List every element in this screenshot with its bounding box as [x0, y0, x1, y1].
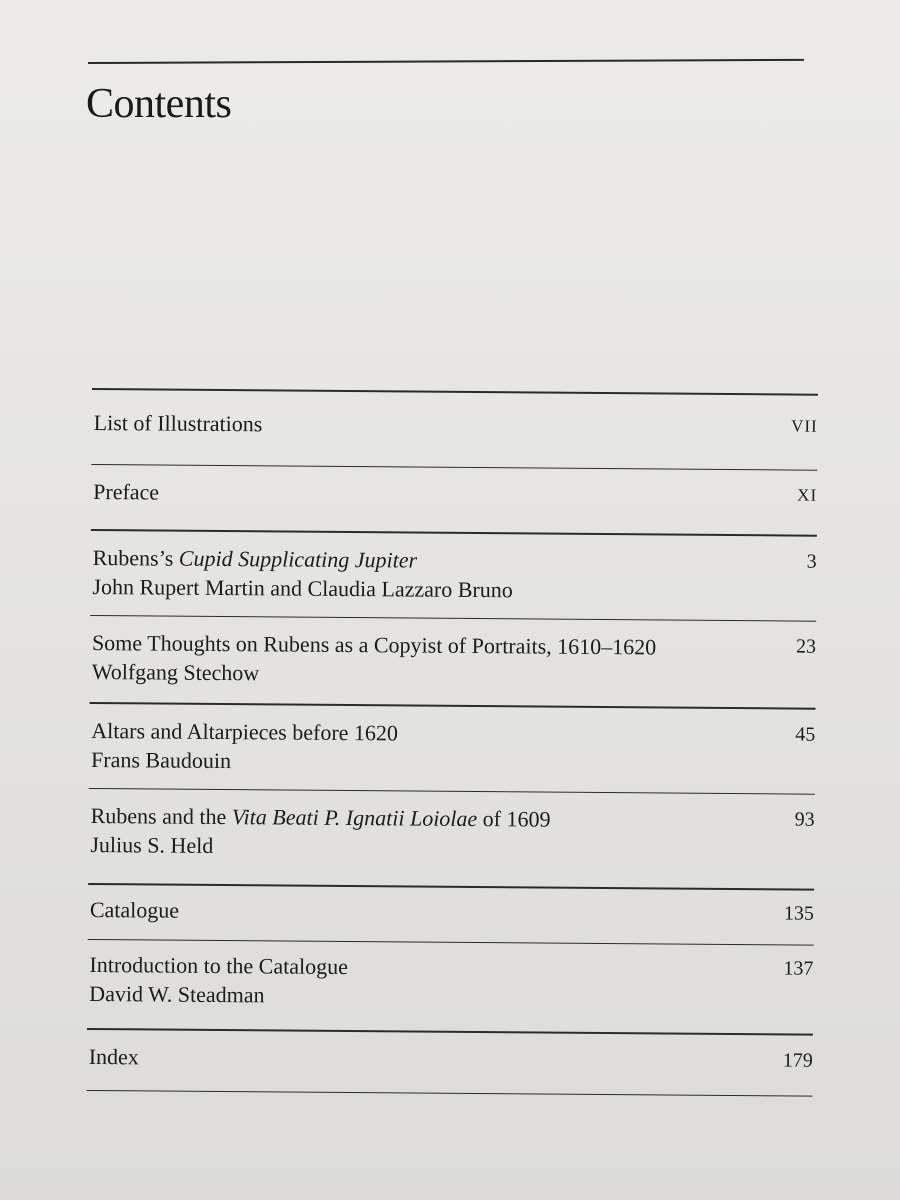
toc-entry: [88, 884, 814, 944]
entry-title: Preface: [93, 479, 160, 505]
entry-page: 3: [806, 550, 817, 573]
entry-page: VII: [791, 415, 818, 436]
entry-page: XI: [797, 485, 818, 505]
entry-title-italic: Vita Beati P. Ignatii Loiolae: [231, 804, 478, 832]
entry-title: Altars and Altarpieces before 1620: [91, 717, 399, 745]
entry-title: Some Thoughts on Rubens as a Copyist of Portraits, 1610–1620: [91, 630, 657, 660]
entry-title: Index: [88, 1043, 139, 1069]
entry-page: 179: [782, 1048, 813, 1072]
toc-entry: [90, 530, 817, 620]
entry-author: David W. Steadman: [89, 980, 265, 1008]
entry-title: Introduction to the Catalogue: [89, 951, 348, 980]
entry-page: 135: [783, 901, 814, 925]
toc-entry: [91, 465, 817, 535]
entry-author: Wolfgang Stechow: [91, 659, 260, 686]
toc-entry: [86, 1029, 812, 1095]
top-rule: [88, 59, 804, 64]
entry-title-prefix: Rubens’s: [92, 544, 179, 571]
entry-page: 93: [794, 808, 815, 831]
toc-entry: [91, 389, 818, 469]
page-title: Contents: [86, 81, 232, 127]
table-of-contents: [86, 388, 817, 1097]
entry-page: 23: [795, 635, 817, 658]
entry-title: Catalogue: [89, 896, 180, 923]
entry-title: List of Illustrations: [93, 409, 263, 436]
toc-entry: [90, 616, 817, 708]
toc-entry: [88, 789, 815, 889]
entry-title: [91, 801, 551, 834]
entry-author: Julius S. Held: [90, 832, 214, 858]
toc-entry: [87, 940, 814, 1034]
entry-title-prefix: Rubens and the: [90, 803, 232, 830]
toc-entry: [89, 703, 816, 793]
entry-author: Frans Baudouin: [90, 746, 232, 773]
entry-title: [93, 543, 514, 575]
entry-title-suffix: of 1609: [477, 806, 551, 832]
entry-page: 45: [795, 723, 816, 746]
entry-title-italic: Cupid Supplicating Jupiter: [178, 545, 418, 573]
entry-author: John Rupert Martin and Claudia Lazzaro Bruno: [92, 573, 513, 602]
entry-page: 137: [783, 957, 814, 980]
